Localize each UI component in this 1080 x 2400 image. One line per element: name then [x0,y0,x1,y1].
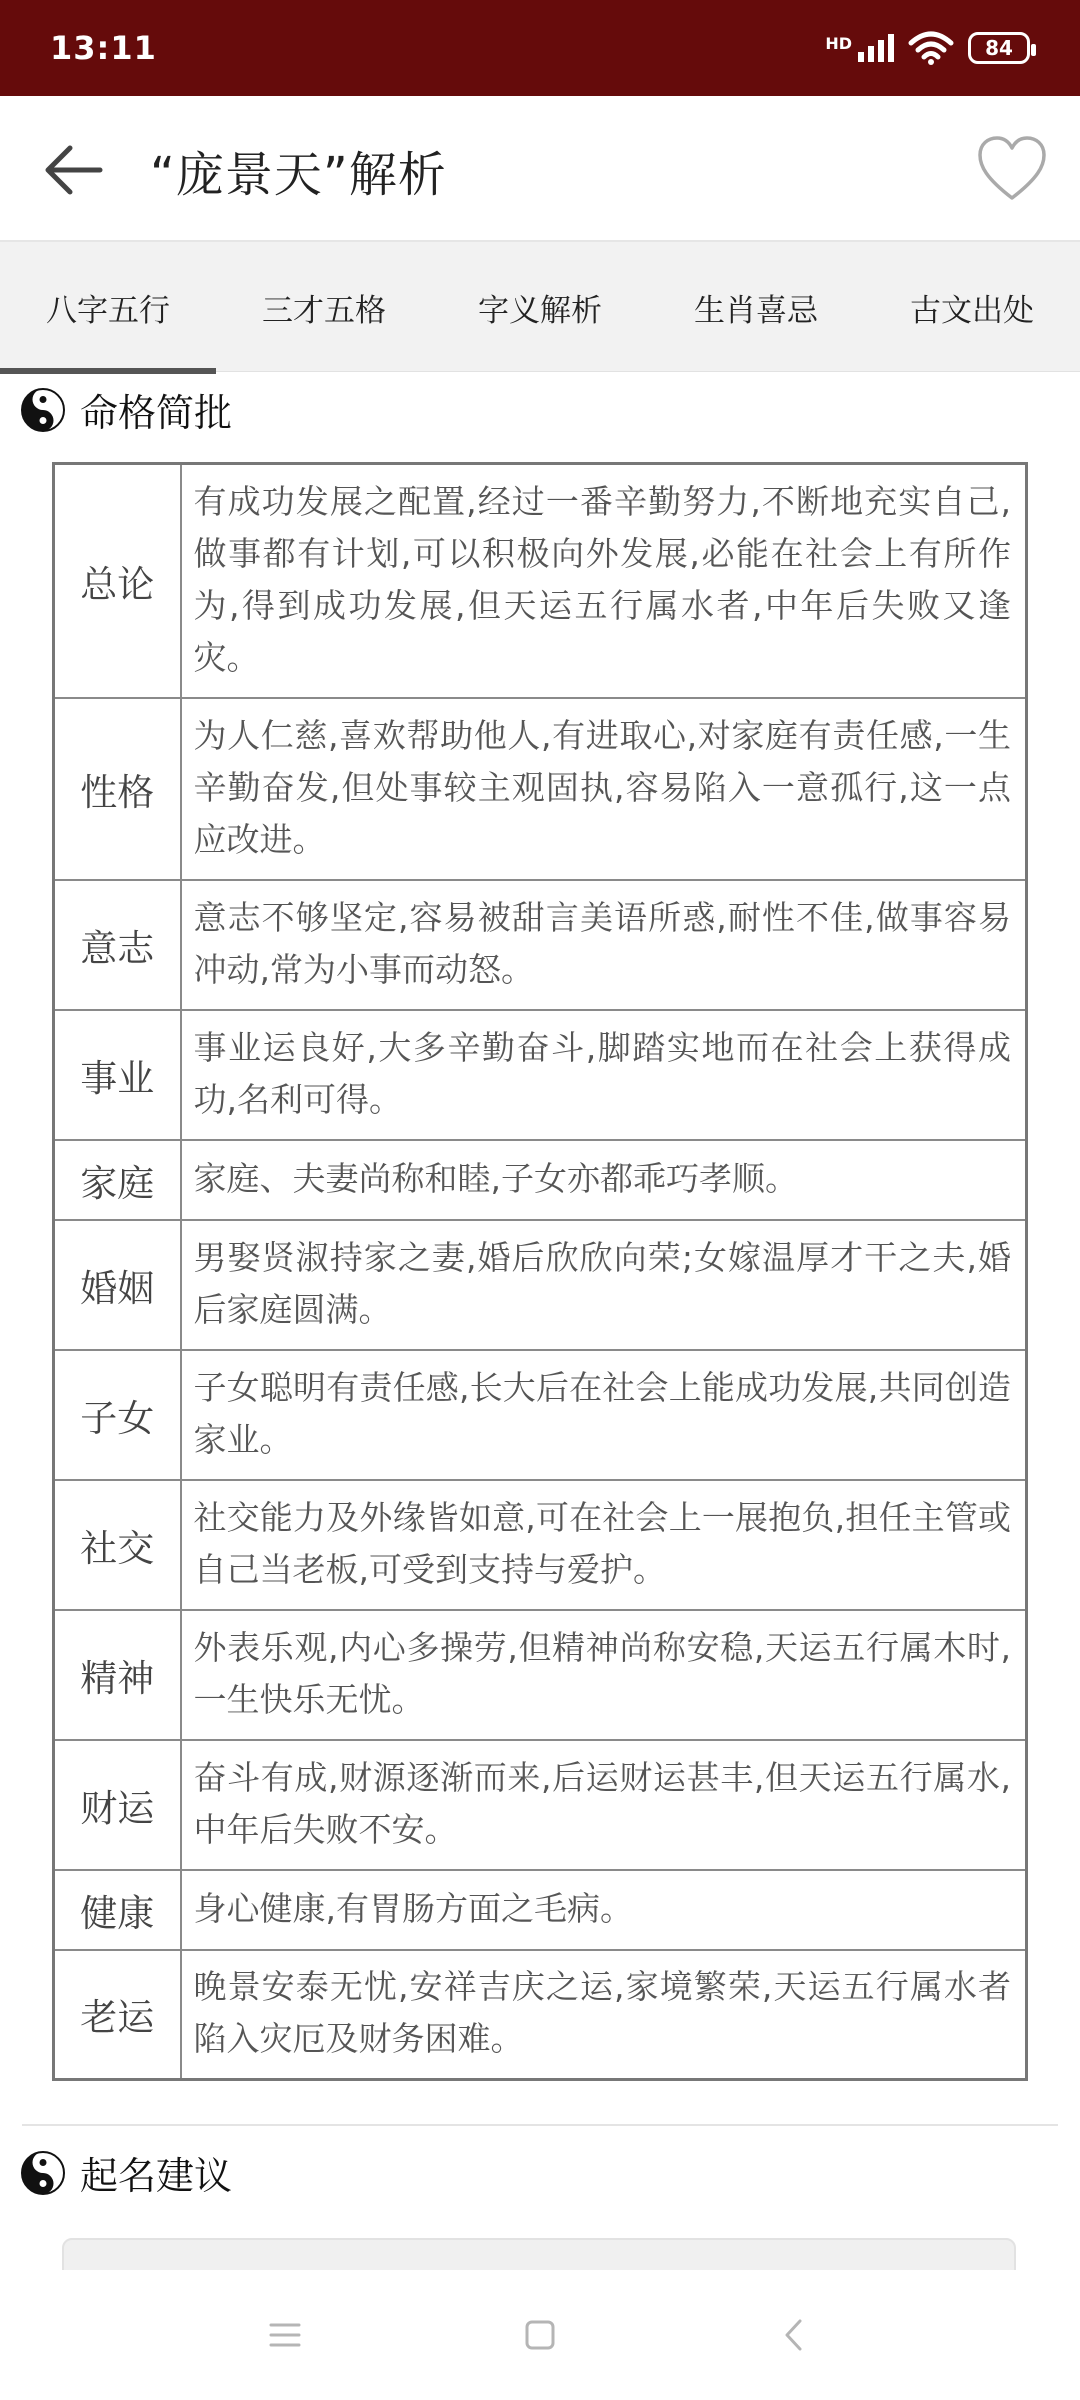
row-label: 健康 [54,1870,181,1950]
section-suggest-title: 起名建议 [80,2154,233,2198]
table-row [54,464,1027,698]
row-label: 婚姻 [54,1220,181,1350]
row-label: 意志 [54,880,181,1010]
section-divider [22,2124,1058,2126]
row-content: 家庭、夫妻尚称和睦,子女亦都乖巧孝顺。 [181,1140,1027,1220]
row-content: 外表乐观,内心多操劳,但精神尚称安稳,天运五行属木时,一生快乐无忧。 [181,1610,1027,1740]
tab-sancai-wuge[interactable]: 三才五格 [262,292,386,329]
row-content: 晚景安泰无忧,安祥吉庆之运,家境繁荣,天运五行属水者陷入灾厄及财务困难。 [181,1950,1027,2080]
row-label: 财运 [54,1740,181,1870]
yin-yang-icon [20,2150,66,2196]
yin-yang-icon [20,387,66,433]
status-icons [825,31,1030,65]
tab-bazi-wuxing[interactable]: 八字五行 [0,242,216,372]
table-row [54,1010,1027,1140]
wifi-icon [908,31,954,65]
row-content: 意志不够坚定,容易被甜言美语所惑,耐性不佳,做事容易冲动,常为小事而动怒。 [181,880,1027,1010]
row-label: 社交 [54,1480,181,1610]
menu-icon[interactable] [265,2315,305,2355]
back-icon[interactable] [775,2315,815,2355]
home-icon[interactable] [520,2315,560,2355]
network-type-label: HD [825,34,852,53]
system-navigation-bar [0,2270,1080,2400]
row-content: 子女聪明有责任感,长大后在社会上能成功发展,共同创造家业。 [181,1350,1027,1480]
table-row [54,880,1027,1010]
row-label: 家庭 [54,1140,181,1220]
table-row [54,1950,1027,2080]
status-bar [0,0,1080,96]
status-time: 13:11 [50,29,157,67]
table-row [54,1740,1027,1870]
page-title: “庞景天”解析 [150,147,447,203]
row-content: 身心健康,有胃肠方面之毛病。 [181,1870,1027,1950]
table-row [54,1870,1027,1950]
row-label: 总论 [54,464,181,698]
row-content: 男娶贤淑持家之妻,婚后欣欣向荣;女嫁温厚才干之夫,婚后家庭圆满。 [181,1220,1027,1350]
row-label: 老运 [54,1950,181,2080]
fate-table [52,462,1028,2081]
tab-ziyi-jiexi[interactable]: 字义解析 [478,292,602,329]
row-content: 有成功发展之配置,经过一番辛勤努力,不断地充实自己,做事都有计划,可以积极向外发展,必能在社会上有所作为,得到成功发展,但天运五行属水者,中年后失败又逢灾。 [181,464,1027,698]
row-label: 性格 [54,698,181,880]
tab-bar [0,242,1080,372]
row-label: 事业 [54,1010,181,1140]
table-row [54,1140,1027,1220]
table-row [54,698,1027,880]
row-content: 奋斗有成,财源逐渐而来,后运财运甚丰,但天运五行属水,中年后失败不安。 [181,1740,1027,1870]
table-row [54,1350,1027,1480]
section-fate-title: 命格简批 [80,391,233,435]
battery-icon: 84 [968,32,1030,64]
table-row [54,1220,1027,1350]
title-bar [0,96,1080,242]
section-fate-header [20,382,232,437]
tab-guwen-chuchu[interactable]: 古文出处 [910,292,1034,329]
table-row [54,1480,1027,1610]
signal-icon [825,34,894,62]
row-content: 为人仁慈,喜欢帮助他人,有进取心,对家庭有责任感,一生辛勤奋发,但处事较主观固执,容易陷入一意孤行,这一点应改进。 [181,698,1027,880]
favorite-heart-icon[interactable] [976,134,1048,204]
section-suggest-header [20,2145,232,2200]
row-content: 社交能力及外缘皆如意,可在社会上一展抱负,担任主管或自己当老板,可受到支持与爱护。 [181,1480,1027,1610]
row-content: 事业运良好,大多辛勤奋斗,脚踏实地而在社会上获得成功,名利可得。 [181,1010,1027,1140]
tab-shengxiao-xiji[interactable]: 生肖喜忌 [694,292,818,329]
table-row [54,1610,1027,1740]
back-arrow-icon[interactable] [40,140,110,200]
row-label: 子女 [54,1350,181,1480]
row-label: 精神 [54,1610,181,1740]
